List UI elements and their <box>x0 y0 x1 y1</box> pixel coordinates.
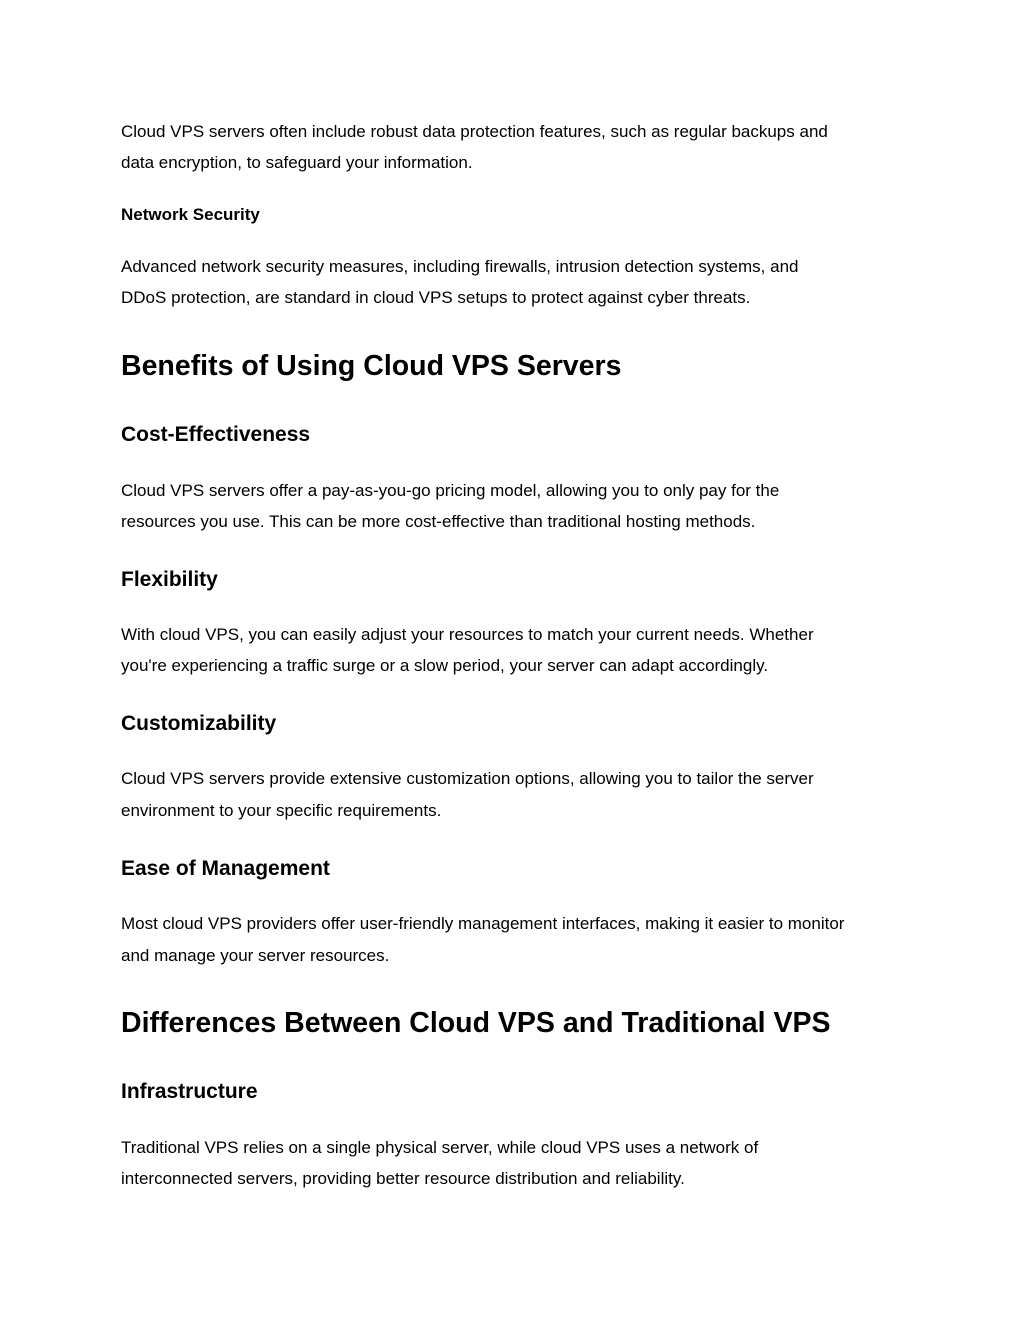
cost-effectiveness-line-1: Cloud VPS servers offer a pay-as-you-go pricing model, allowing you to only pay for the <box>121 481 780 500</box>
flexibility-line-2: you're experiencing a traffic surge or a slow period, your server can adapt accordingly. <box>121 656 769 675</box>
differences-heading: Differences Between Cloud VPS and Traditional VPS <box>121 1007 831 1039</box>
ease-of-management-line-1: Most cloud VPS providers offer user-friendly management interfaces, making it easier to monitor <box>121 914 845 933</box>
flexibility-heading: Flexibility <box>121 568 218 591</box>
benefits-heading: Benefits of Using Cloud VPS Servers <box>121 350 622 382</box>
cost-effectiveness-line-2: resources you use. This can be more cost-effective than traditional hosting methods. <box>121 512 756 531</box>
paragraph-data-protection-line-1: Cloud VPS servers often include robust data protection features, such as regular backups and <box>121 122 828 141</box>
network-security-heading: Network Security <box>121 205 260 224</box>
infrastructure-heading: Infrastructure <box>121 1080 258 1103</box>
flexibility-line-1: With cloud VPS, you can easily adjust your resources to match your current needs. Whether <box>121 625 814 644</box>
customizability-line-1: Cloud VPS servers provide extensive customization options, allowing you to tailor the server <box>121 769 814 788</box>
ease-of-management-line-2: and manage your server resources. <box>121 946 390 965</box>
infrastructure-line-2: interconnected servers, providing better resource distribution and reliability. <box>121 1169 685 1188</box>
paragraph-network-security-line-2: DDoS protection, are standard in cloud VPS setups to protect against cyber threats. <box>121 288 751 307</box>
customizability-line-2: environment to your specific requirements. <box>121 801 442 820</box>
customizability-heading: Customizability <box>121 712 277 735</box>
infrastructure-line-1: Traditional VPS relies on a single physical server, while cloud VPS uses a network of <box>121 1138 759 1157</box>
cost-effectiveness-heading: Cost-Effectiveness <box>121 423 311 446</box>
ease-of-management-heading: Ease of Management <box>121 857 330 880</box>
paragraph-network-security-line-1: Advanced network security measures, including firewalls, intrusion detection systems, and <box>121 257 799 276</box>
paragraph-data-protection-line-2: data encryption, to safeguard your information. <box>121 153 473 172</box>
